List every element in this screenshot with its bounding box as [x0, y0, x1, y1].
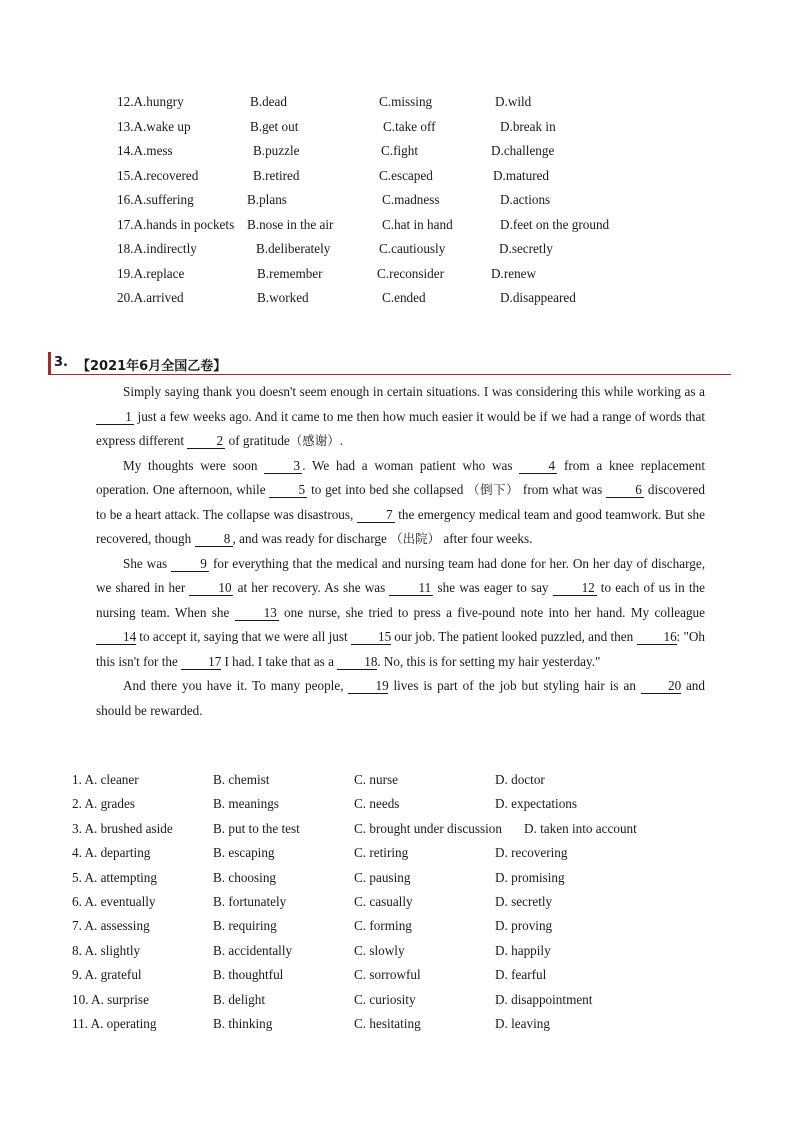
option-b: B. thinking	[213, 1015, 273, 1031]
paragraph-4: And there you have it. To many people, 19 lives is part of the job but styling hair is an 20 and should be rewarded.	[96, 678, 705, 718]
option-b: B. fortunately	[213, 893, 287, 909]
option-a: 9. A. grateful	[72, 967, 142, 983]
option-c: C. forming	[354, 918, 412, 934]
option-b: B. put to the test	[213, 820, 300, 836]
option-b: B.remember	[257, 265, 323, 281]
option-c: C. nurse	[354, 772, 398, 787]
blank-11[interactable]: 11	[389, 580, 433, 596]
blank-17[interactable]: 17	[181, 654, 221, 670]
option-c: C. needs	[354, 796, 400, 812]
option-d: D. secretly	[495, 893, 553, 909]
option-c: C. slowly	[354, 942, 405, 958]
option-b: B.dead	[250, 94, 287, 109]
cloze-passage	[96, 380, 705, 723]
option-b: B. escaping	[213, 845, 275, 861]
option-d: D. fearful	[495, 967, 547, 983]
option-d: D.break in	[500, 118, 556, 134]
blank-18[interactable]: 18	[337, 654, 377, 670]
blank-5[interactable]: 5	[269, 482, 307, 498]
option-b: B.worked	[257, 290, 309, 305]
option-a: 1. A. cleaner	[72, 772, 139, 787]
option-c: C. casually	[354, 893, 413, 909]
blank-4[interactable]: 4	[519, 458, 557, 474]
option-a: 5. A. attempting	[72, 869, 157, 885]
option-b: B.plans	[247, 192, 287, 207]
blank-12[interactable]: 12	[553, 580, 597, 596]
blank-1[interactable]: 1	[96, 409, 134, 425]
option-c: C.take off	[383, 118, 436, 134]
section-title: 【2021年6月全国乙卷】	[77, 359, 227, 374]
blank-7[interactable]: 7	[357, 507, 395, 523]
option-d: D. proving	[495, 918, 553, 934]
option-a: 17.A.hands in pockets	[117, 216, 235, 232]
option-a: 19.A.replace	[117, 265, 185, 281]
option-d: D.matured	[493, 167, 550, 183]
option-c: C.ended	[382, 290, 426, 305]
option-a: 10. A. surprise	[72, 991, 149, 1007]
option-d: D. leaving	[495, 1015, 550, 1031]
blank-3[interactable]: 3	[264, 458, 302, 474]
option-d: D. disappointment	[495, 991, 593, 1007]
option-b: B.deliberately	[256, 241, 331, 256]
option-d: D.secretly	[499, 241, 553, 256]
option-c: C. sorrowful	[354, 967, 421, 983]
option-a: 3. A. brushed aside	[72, 820, 173, 836]
option-c: C.cautiously	[379, 241, 446, 256]
option-c: C. curiosity	[354, 991, 416, 1007]
option-d: D. taken into account	[524, 820, 637, 836]
option-b: B. accidentally	[213, 942, 293, 958]
option-a: 11. A. operating	[72, 1015, 157, 1031]
blank-20[interactable]: 20	[641, 678, 681, 694]
option-d: D.feet on the ground	[500, 216, 610, 232]
option-b: B. chemist	[213, 772, 270, 787]
option-c: C.hat in hand	[382, 216, 453, 232]
option-b: B. choosing	[213, 869, 277, 885]
option-a: 18.A.indirectly	[117, 241, 197, 256]
blank-6[interactable]: 6	[606, 482, 644, 498]
option-b: B. requiring	[213, 918, 277, 934]
option-d: D.actions	[500, 192, 551, 207]
option-b: B.retired	[253, 167, 300, 183]
blank-19[interactable]: 19	[348, 678, 388, 694]
blank-2[interactable]: 2	[187, 433, 225, 449]
option-d: D.wild	[495, 94, 532, 109]
option-c: C.missing	[379, 94, 433, 109]
option-d: D.renew	[491, 265, 537, 281]
option-a: 13.A.wake up	[117, 118, 191, 134]
blank-9[interactable]: 9	[171, 556, 209, 572]
option-d: D. expectations	[495, 796, 578, 812]
blank-16[interactable]: 16	[637, 629, 677, 645]
option-a: 20.A.arrived	[117, 290, 184, 305]
option-d: D.challenge	[491, 143, 555, 158]
blank-14[interactable]: 14	[96, 629, 136, 645]
blank-8[interactable]: 8	[195, 531, 233, 547]
option-a: 7. A. assessing	[72, 918, 150, 934]
option-c: C. pausing	[354, 869, 411, 885]
option-d: D.disappeared	[500, 290, 576, 305]
paragraph-3: She was 9 for everything that the medical and nursing team had done for her. On her day of discharge, we shared in her 10 at her recovery. As she was 11 she was eager to say 12 to each of us in the nursing team. When she 13 one nurse, she tried to press a five-pound note into her hand. My colleague 14 to accept it, saying that we were all just 15 our job. The patient looked puzzled, and then 16: "Oh this isn't for the 17 I had. I take that as a 18. No, this is for setting my hair yesterday."	[96, 555, 706, 669]
option-a: 14.A.mess	[117, 143, 173, 158]
option-c: C.fight	[381, 143, 418, 158]
option-b: B.puzzle	[253, 143, 300, 158]
blank-15[interactable]: 15	[351, 629, 391, 645]
option-b: B.nose in the air	[247, 216, 334, 232]
option-c: C.escaped	[379, 167, 433, 183]
option-d: D. recovering	[495, 845, 568, 861]
option-a: 4. A. departing	[72, 845, 151, 861]
option-b: B. delight	[213, 991, 266, 1007]
option-c: C. hesitating	[354, 1015, 421, 1031]
option-b: B. meanings	[213, 796, 279, 812]
option-b: B.get out	[250, 118, 299, 134]
option-a: 8. A. slightly	[72, 942, 141, 958]
option-c: C. retiring	[354, 845, 409, 861]
option-a: 12.A.hungry	[117, 94, 184, 109]
blank-10[interactable]: 10	[189, 580, 233, 596]
blank-13[interactable]: 13	[235, 605, 279, 621]
option-b: B. thoughtful	[213, 967, 284, 983]
section-heading	[48, 352, 731, 375]
option-a: 6. A. eventually	[72, 893, 156, 909]
option-c: C. brought under discussion	[354, 820, 502, 836]
paragraph-1: Simply saying thank you doesn't seem enough in certain situations. I was considering this while working as a 1 just a few weeks ago. And it came to me then how much easier it would be if we had a range of words that express different 2 of gratitude（感谢）.	[96, 384, 705, 448]
option-c: C.reconsider	[377, 265, 445, 281]
option-a: 16.A.suffering	[117, 192, 194, 207]
option-d: D. doctor	[495, 772, 545, 787]
option-a: 15.A.recovered	[117, 167, 199, 183]
option-a: 2. A. grades	[72, 796, 135, 812]
option-d: D. promising	[495, 869, 565, 885]
option-d: D. happily	[495, 942, 551, 958]
option-c: C.madness	[382, 192, 440, 207]
paragraph-2: My thoughts were soon 3 . We had a woman patient who was 4 from a knee replacement operation. One afternoon, while 5 to get into bed she collapsed （倒下） from what was 6 discovered to be a heart attack. The collapse was disastrous, 7 the emergency medical team and good teamwork. But she recovered, though 8 , and was ready for discharge （出院） after four weeks.	[96, 457, 706, 546]
section-number: 3.	[54, 355, 68, 370]
